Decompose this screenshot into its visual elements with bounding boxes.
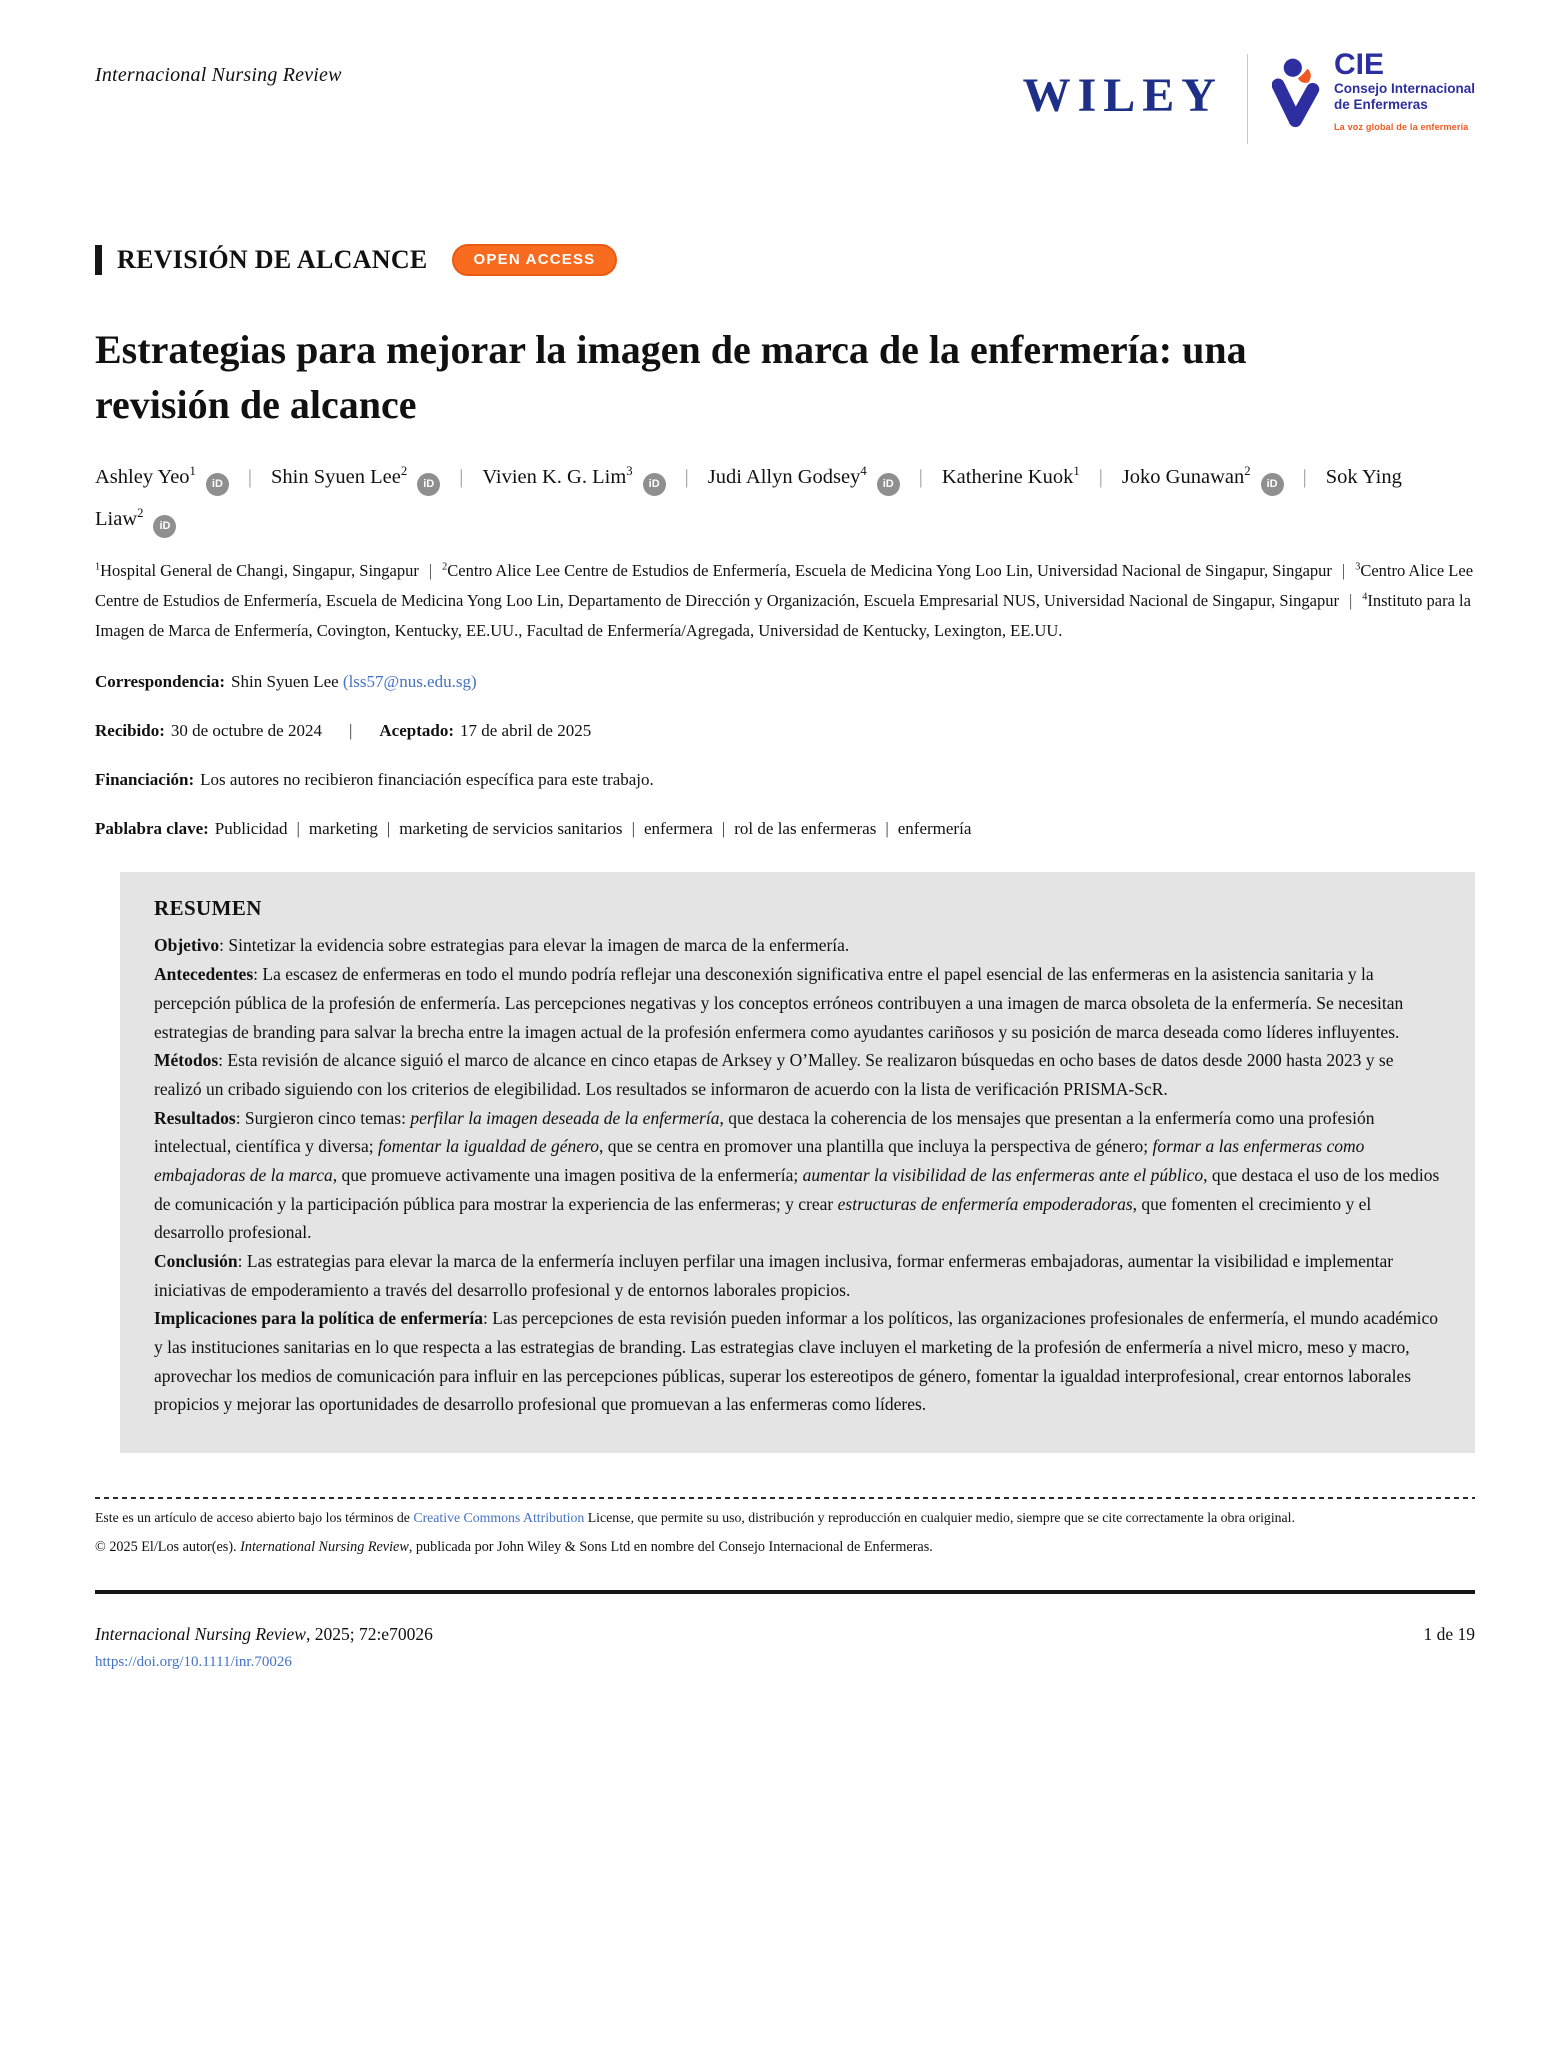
- orcid-icon[interactable]: iD: [643, 473, 666, 496]
- abstract-text-run: , que fomenten el crecimiento y el desarrollo profesional.: [154, 1193, 1372, 1243]
- cie-acronym: CIE: [1333, 48, 1384, 81]
- author: [942, 466, 1080, 488]
- affiliation-number: 1: [95, 561, 101, 573]
- cie-tagline: La voz global de la enfermería: [1333, 122, 1469, 133]
- abstract-paragraph: [154, 931, 1443, 960]
- dates-separator: |: [348, 721, 353, 741]
- footer-row: [95, 1624, 1475, 1645]
- text-run: © 2025 El/Los autor(es).: [95, 1538, 241, 1555]
- author-affiliation-number: 2: [400, 464, 408, 479]
- author-separator: |: [247, 466, 253, 489]
- dates-line: [95, 721, 1475, 741]
- keywords-line: [95, 819, 1475, 839]
- text-run: Internacional Nursing Review: [95, 1623, 306, 1644]
- keyword-separator: |: [296, 819, 300, 839]
- orcid-icon[interactable]: iD: [877, 473, 900, 496]
- article-type-row: [95, 244, 1475, 276]
- abstract-text-run: : Las percepciones de esta revisión pueden informar a los políticos, las organizaciones profesionales de enfermería, el mundo académico y las instituciones sanitarias en lo que respecta a las estrategias de branding. Las estrategias clave incluyen el marketing de la profesión de enfermería a nivel micro, meso y macro, aprovechar los medios de comunicación para influir en las percepciones públicas, superar los estereotipos de género, fomentar la igualdad interprofesional, crear entornos laborales propicios y mejorar las oportunidades de desarrollo profesional que promuevan a las enfermeras como líderes.: [154, 1308, 1439, 1415]
- correspondence-email-link[interactable]: (lss57@nus.edu.sg): [342, 672, 477, 692]
- accepted-label: Aceptado:: [379, 721, 454, 741]
- abstract-text-run: : La escasez de enfermeras en todo el mundo podría reflejar una desconexión significativa entre el papel esencial de las enfermeras en la asistencia sanitaria y la percepción pública de la profesión de enfermería. Las percepciones negativas y los conceptos erróneos contribuyen a una imagen de marca obsoleta de la enfermería. Se necesitan estrategias de branding para salvar la brecha entre la imagen actual de la profesión enfermera como ayudantes cariñosos y su posición de marca deseada como líderes influyentes.: [154, 964, 1404, 1042]
- author: [95, 464, 229, 491]
- author: [707, 464, 900, 491]
- keyword: Publicidad: [214, 819, 288, 839]
- open-access-badge: OPEN ACCESS: [452, 244, 618, 276]
- page-title: Estrategias para mejorar la imagen de marca de la enfermería: una revisión de alcance: [95, 327, 1247, 428]
- wiley-logo: WILEY: [1022, 69, 1223, 122]
- authors-line: [95, 456, 1435, 540]
- text-run: , 2025; 72:e70026: [305, 1623, 433, 1644]
- abstract-text-run: formar a las enfermeras como embajadoras de la marca: [154, 1136, 1365, 1185]
- abstract-text-run: : Surgieron cinco temas:: [235, 1107, 411, 1128]
- cie-name-line1: Consejo Internacional: [1333, 80, 1475, 96]
- cie-logo: [1272, 50, 1475, 133]
- keyword-separator: |: [386, 819, 391, 839]
- abstract-text-run: , que destaca la coherencia de los mensajes que presentan a la enfermería como una profesión intelectual, científica y diversa;: [154, 1107, 1375, 1157]
- article-type-label: REVISIÓN DE ALCANCE: [117, 245, 428, 274]
- affiliation-text: Centro Alice Lee Centre de Estudios de Enfermería, Escuela de Medicina Yong Loo Lin, Departamento de Dirección y Organización, Escuela Empresarial NUS, Universidad Nacional de Singapur, Singapur: [95, 561, 1474, 611]
- abstract-text-run: : Sintetizar la evidencia sobre estrategias para elevar la imagen de marca de la enfermería.: [219, 935, 850, 956]
- logo-divider: [1247, 54, 1248, 144]
- abstract-text-run: , que se centra en promover una plantilla que incluya la perspectiva de género;: [599, 1136, 1153, 1157]
- text-run: Este es un artículo de acceso abierto bajo los términos de: [95, 1510, 414, 1526]
- keyword: enfermera: [643, 819, 713, 839]
- journal-name: Internacional Nursing Review: [95, 64, 342, 86]
- author-separator: |: [1302, 466, 1307, 489]
- creative-commons-link[interactable]: Creative Commons Attribution: [413, 1510, 585, 1526]
- author-separator: |: [459, 466, 464, 489]
- abstract-section-label: Implicaciones para la política de enfermería: [154, 1308, 484, 1329]
- author-affiliation-number: 1: [1073, 464, 1080, 479]
- cie-name-line2: de Enfermeras: [1333, 97, 1428, 113]
- abstract-text-run: aumentar la visibilidad de las enfermeras ante el público: [802, 1164, 1204, 1185]
- abstract-text-run: : Las estrategias para elevar la marca de la enfermería incluyen perfilar una imagen inclusiva, formar enfermeras embajadoras, aumentar la visibilidad e implementar iniciativas de empoderamiento a través del desarrollo profesional y de entornos laborales propicios.: [154, 1251, 1394, 1300]
- abstract-section-label: Antecedentes: [154, 964, 254, 985]
- abstract-section-label: Métodos: [154, 1050, 219, 1071]
- author-name: Sok Ying Liaw: [95, 466, 1402, 531]
- author-affiliation-number: 2: [137, 506, 144, 521]
- abstract-box: [120, 872, 1475, 1453]
- article-type-bar: [95, 245, 102, 275]
- author-separator: |: [684, 466, 689, 489]
- orcid-icon[interactable]: iD: [417, 473, 440, 496]
- abstract-paragraph: [154, 1046, 1443, 1103]
- author: [482, 464, 665, 491]
- affiliation-number: 3: [1355, 561, 1361, 573]
- cie-logo-text: [1334, 50, 1475, 132]
- text-run: , publicada por John Wiley & Sons Ltd en nombre del Consejo Internacional de Enfermeras.: [408, 1538, 933, 1555]
- footer-citation: [95, 1624, 433, 1645]
- license-text: [95, 1507, 1475, 1530]
- text-run: International Nursing Review: [240, 1538, 409, 1555]
- abstract-section-label: Resultados: [154, 1107, 236, 1128]
- author-name: Joko Gunawan: [1121, 466, 1245, 489]
- orcid-icon[interactable]: iD: [206, 473, 229, 496]
- keyword-separator: |: [631, 819, 635, 839]
- publisher-logos: [1023, 50, 1475, 144]
- funding-line: [95, 770, 1475, 790]
- received-label: Recibido:: [95, 721, 165, 741]
- abstract-paragraph: [154, 1104, 1443, 1247]
- author-separator: |: [1098, 466, 1103, 489]
- cie-figure-icon: [1272, 56, 1324, 133]
- keyword: rol de las enfermeras: [734, 819, 877, 839]
- correspondence-label: Correspondencia:: [95, 672, 226, 692]
- affiliation-text: Hospital General de Changi, Singapur, Singapur: [100, 561, 419, 581]
- author-affiliation-number: 3: [626, 464, 633, 479]
- thick-rule: [95, 1590, 1475, 1594]
- abstract-paragraph: [154, 1247, 1443, 1304]
- affiliation-text: Centro Alice Lee Centre de Estudios de Enfermería, Escuela de Medicina Yong Loo Lin, Universidad Nacional de Singapur, Singapur: [447, 561, 1332, 581]
- keyword: marketing de servicios sanitarios: [399, 819, 623, 839]
- affiliation-number: 2: [442, 561, 448, 573]
- accepted-value: 17 de abril de 2025: [459, 721, 592, 741]
- abstract-heading: RESUMEN: [154, 896, 262, 921]
- affiliation-separator: |: [1348, 591, 1353, 611]
- funding-text: Los autores no recibieron financiación específica para este trabajo.: [200, 770, 654, 790]
- author-affiliation-number: 1: [189, 464, 196, 479]
- abstract-text-run: , que destaca el uso de los medios de comunicación y la participación pública para mostrar la experiencia de las enfermeras; y crear: [154, 1164, 1440, 1214]
- abstract-text-run: perfilar la imagen deseada de la enfermería: [410, 1107, 720, 1128]
- author-affiliation-number: 4: [860, 464, 867, 479]
- doi-line: [95, 1654, 1475, 1671]
- author-separator: |: [918, 466, 923, 489]
- affiliation-separator: |: [428, 561, 433, 581]
- keyword: enfermería: [897, 819, 972, 839]
- affiliation-number: 4: [1362, 591, 1368, 603]
- keyword-separator: |: [721, 819, 726, 839]
- orcid-icon[interactable]: iD: [1261, 473, 1284, 496]
- abstract-paragraph: [154, 960, 1443, 1046]
- abstract-text-run: fomentar la igualdad de género: [378, 1136, 599, 1157]
- doi-link[interactable]: https://doi.org/10.1111/inr.70026: [95, 1653, 292, 1670]
- author-name: Katherine Kuok: [941, 466, 1074, 489]
- author-affiliation-number: 2: [1244, 464, 1251, 479]
- abstract-paragraph: [154, 1304, 1443, 1419]
- affiliation-separator: |: [1341, 561, 1346, 581]
- abstract-text-run: : Esta revisión de alcance siguió el marco de alcance en cinco etapas de Arksey y O’Malley. Se realizaron búsquedas en ocho bases de datos desde 2000 hasta 2023 y se realizó un cribado siguiendo con los criterios de elegibilidad. Los resultados se informaron de acuerdo con la lista de verificación PRISMA-ScR.: [154, 1050, 1394, 1099]
- affiliation-text: Instituto para la Imagen de Marca de Enfermería, Covington, Kentucky, EE.UU., Facultad de Enfermería/Agregada, Universidad de Kentucky, Lexington, EE.UU.: [95, 591, 1471, 641]
- funding-label: Financiación:: [95, 770, 195, 790]
- keyword-separator: |: [885, 819, 889, 839]
- dashed-rule: [95, 1497, 1475, 1499]
- page-header: [95, 50, 1475, 144]
- author-name: Shin Syuen Lee: [271, 466, 401, 489]
- received-value: 30 de octubre de 2024: [170, 721, 322, 741]
- author-name: Vivien K. G. Lim: [482, 466, 627, 489]
- abstract-body: [154, 931, 1443, 1419]
- abstract-text-run: estructuras de enfermería empoderadoras: [837, 1193, 1133, 1214]
- abstract-text-run: , que promueve activamente una imagen positiva de la enfermería;: [332, 1164, 803, 1185]
- keywords-label: Pablabra clave:: [95, 819, 209, 839]
- abstract-section-label: Conclusión: [154, 1251, 238, 1272]
- page-number: 1 de 19: [1423, 1623, 1475, 1644]
- author-name: Ashley Yeo: [95, 466, 190, 489]
- text-run: License, que permite su uso, distribución y reproducción en cualquier medio, siempre que se cite correctamente la obra original.: [584, 1510, 1295, 1526]
- orcid-icon[interactable]: iD: [153, 515, 176, 538]
- correspondence-name: Shin Syuen Lee: [231, 672, 339, 692]
- author: [271, 464, 440, 491]
- keywords-list: [215, 819, 972, 838]
- affiliations: [95, 556, 1475, 646]
- author: [1121, 464, 1284, 491]
- author-name: Judi Allyn Godsey: [707, 466, 861, 489]
- keyword: marketing: [308, 819, 378, 839]
- correspondence-line: [95, 672, 1475, 692]
- abstract-section-label: Objetivo: [154, 935, 220, 956]
- copyright-text: [95, 1539, 1475, 1556]
